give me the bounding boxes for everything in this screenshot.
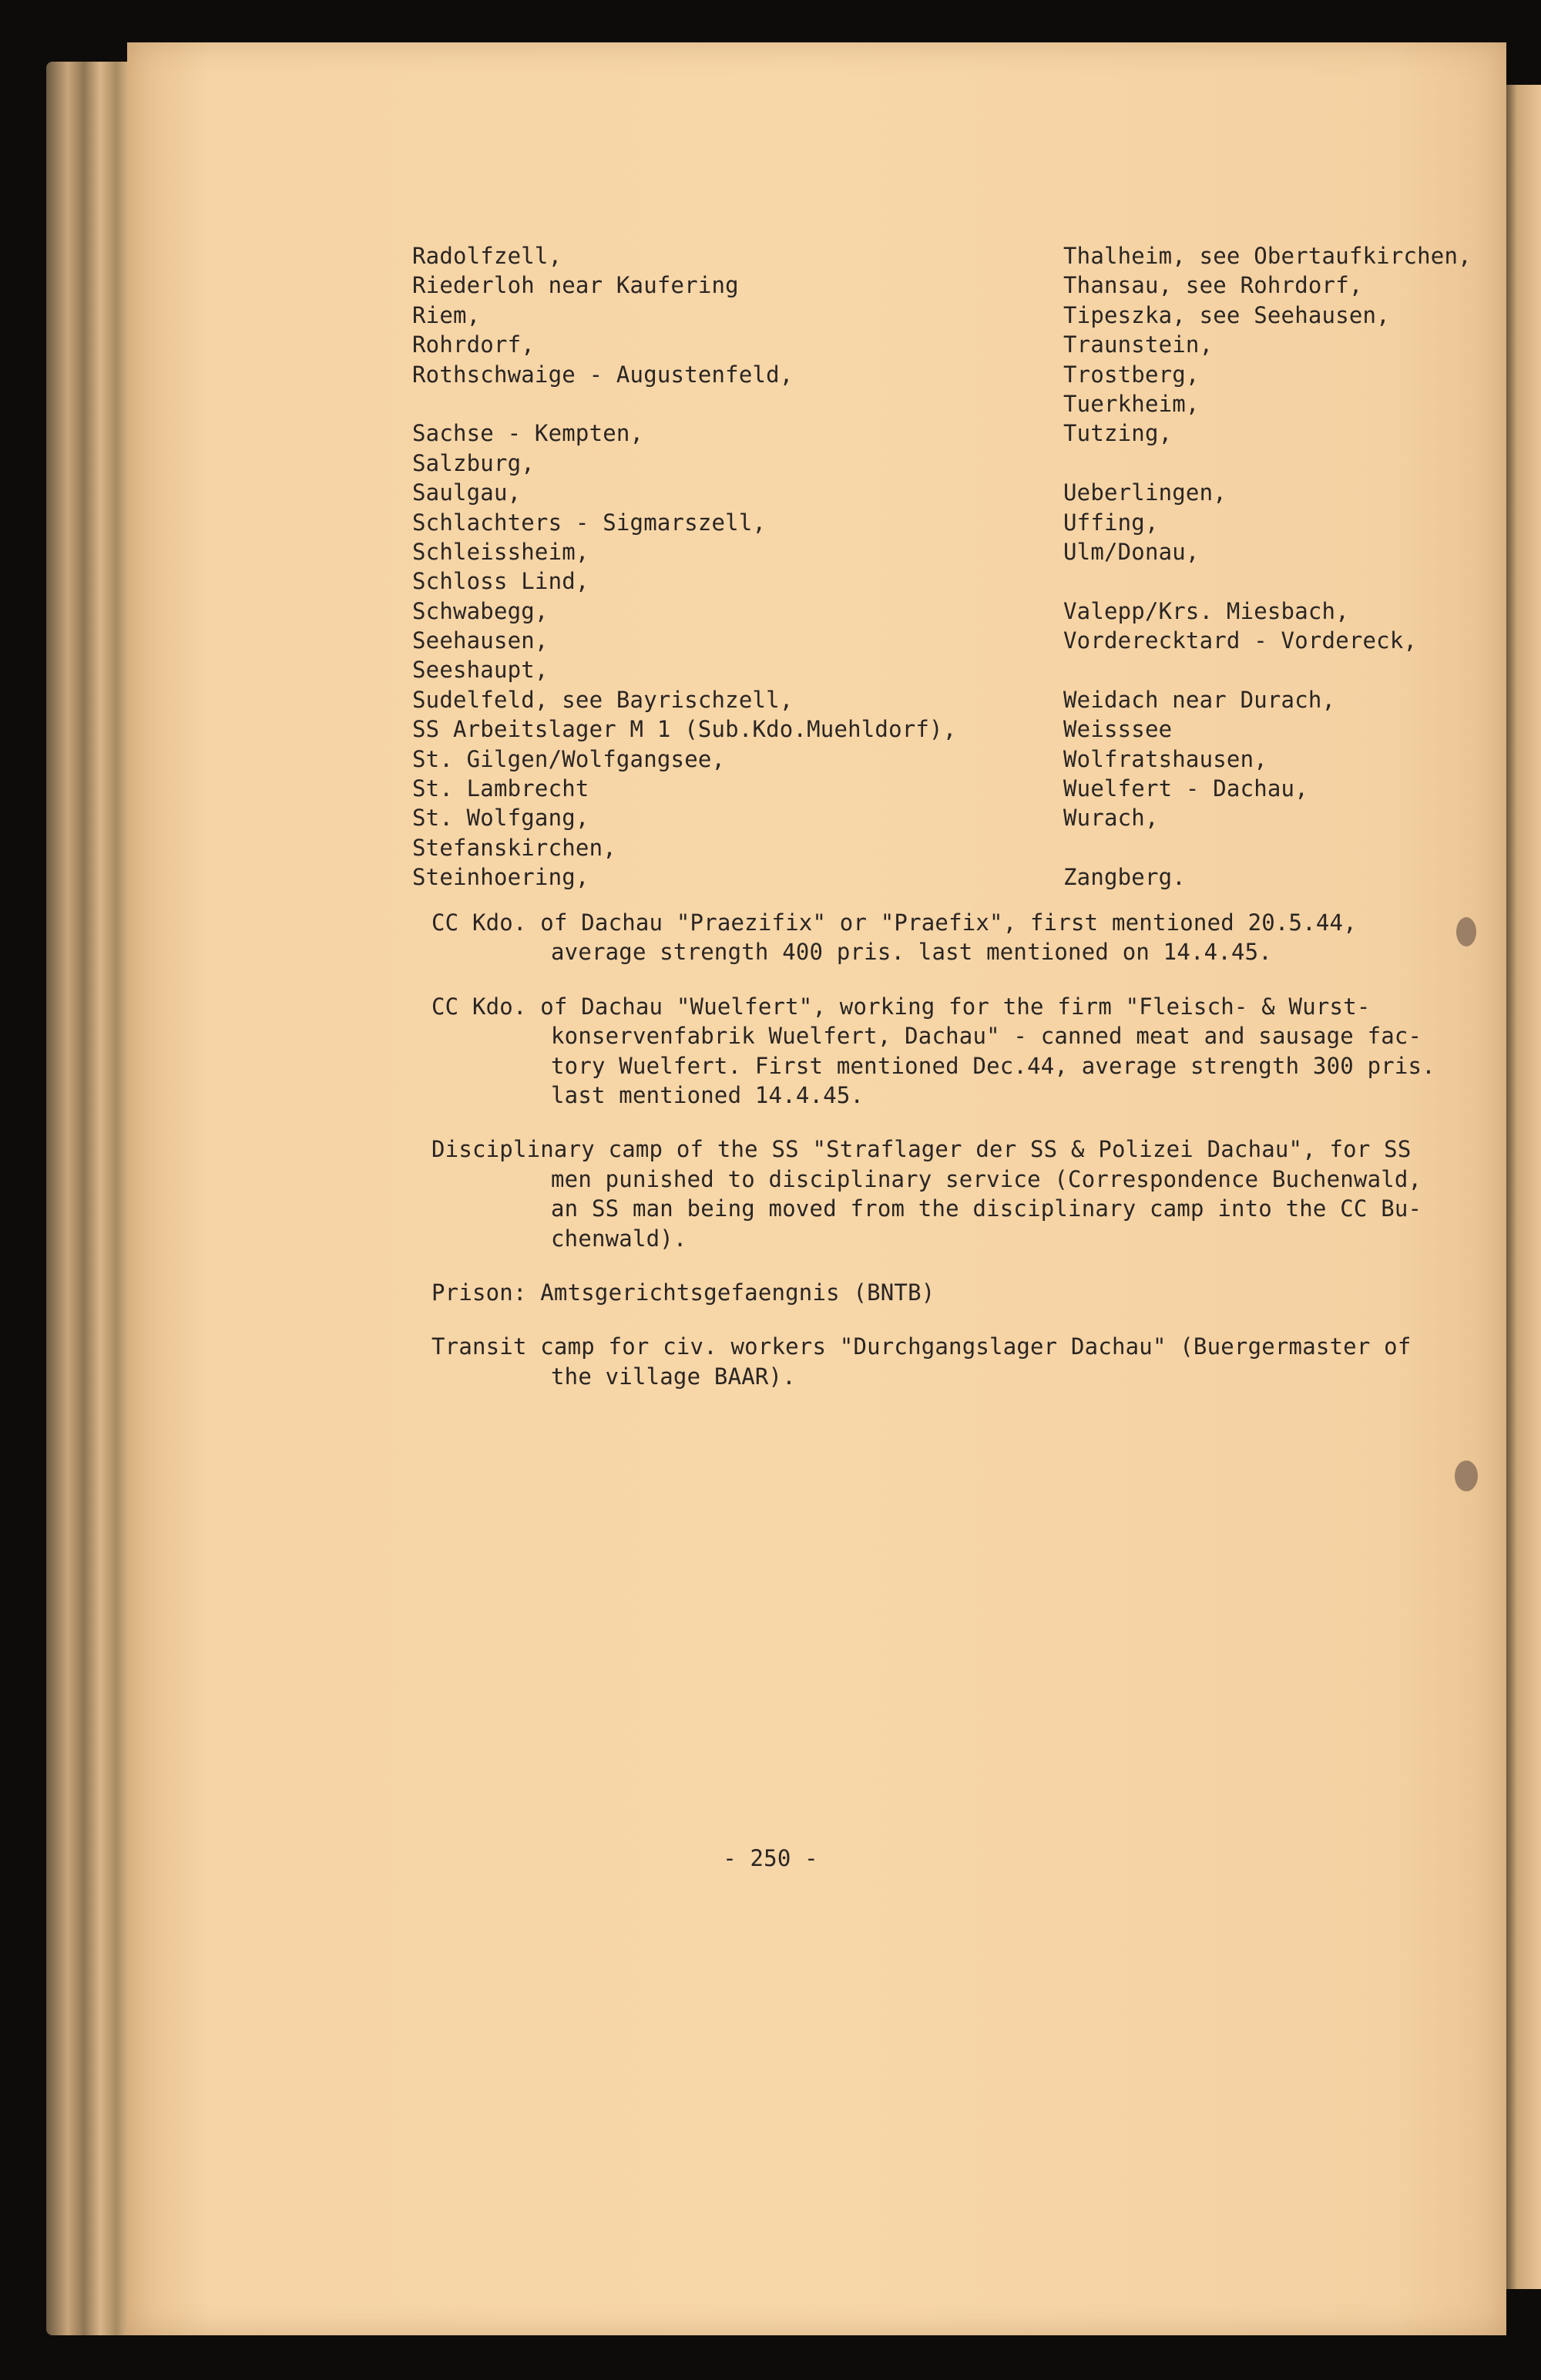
place-list-item: Vorderecktard - Vordereck, xyxy=(1063,627,1418,654)
place-list-item: SS Arbeitslager M 1 (Sub.Kdo.Muehldorf), xyxy=(412,716,957,743)
list-spacer xyxy=(1063,449,1510,478)
entry-first-line: Transit camp for civ. workers "Durchgangslager Dachau" (Buergermaster of xyxy=(431,1333,1412,1360)
entry-continuation: average strength 400 pris. last mentioned on 14.4.45. xyxy=(551,939,1272,966)
place-list-item: Schleissheim, xyxy=(412,538,589,565)
place-list-item: Traunstein, xyxy=(1063,331,1214,358)
entry-prison xyxy=(431,1278,1495,1307)
entry-continuation: an SS man being moved from the disciplinary camp into the CC Bu- xyxy=(551,1195,1422,1222)
place-list-item: Salzburg, xyxy=(412,449,535,476)
place-list-item: Weidach near Durach, xyxy=(1063,686,1336,713)
list-spacer xyxy=(1063,655,1510,684)
place-list-item: St. Wolfgang, xyxy=(412,805,589,832)
list-spacer xyxy=(1063,833,1510,862)
place-list-item: Weisssee xyxy=(1063,716,1173,743)
place-list-item: Schloss Lind, xyxy=(412,568,589,595)
place-list-item: Riederloh near Kaufering xyxy=(412,272,739,299)
place-list-item: Seeshaupt, xyxy=(412,657,549,684)
place-list-item: Tipeszka, see Seehausen, xyxy=(1063,301,1390,328)
entry-first-line: of Dachau "Praezifix" or "Praefix", first mentioned 20.5.44, xyxy=(540,909,1357,936)
place-list-item: Schlachters - Sigmarszell, xyxy=(412,509,767,536)
place-list-item: Zangberg. xyxy=(1063,864,1186,891)
place-list-item: Wuelfert - Dachau, xyxy=(1063,775,1308,802)
entry-continuation: last mentioned 14.4.45. xyxy=(551,1082,865,1109)
place-list-item: Ulm/Donau, xyxy=(1063,538,1200,565)
place-list-item: Wurach, xyxy=(1063,805,1159,832)
camp-entries xyxy=(431,908,1495,1416)
place-list-item: Stefanskirchen, xyxy=(412,834,616,861)
place-list-item: Tutzing, xyxy=(1063,420,1173,447)
right-place-list xyxy=(1063,241,1510,892)
place-list-item: Seehausen, xyxy=(412,627,549,654)
place-list-item: Trostberg, xyxy=(1063,361,1200,388)
entry-continuation: konservenfabrik Wuelfert, Dachau" - canned meat and sausage fac- xyxy=(551,1023,1422,1050)
place-list-item: Ueberlingen, xyxy=(1063,479,1227,506)
place-list-item: St. Gilgen/Wolfgangsee, xyxy=(412,745,726,772)
place-list-item: Wolfratshausen, xyxy=(1063,745,1267,772)
list-spacer xyxy=(412,389,1075,419)
place-list-item: St. Lambrecht xyxy=(412,775,589,802)
place-list-item: Valepp/Krs. Miesbach, xyxy=(1063,597,1349,624)
place-list-item: Thalheim, see Obertaufkirchen, xyxy=(1063,243,1472,269)
place-list-item: Riem, xyxy=(412,301,481,328)
entry-continuation: tory Wuelfert. First mentioned Dec.44, average strength 300 pris. xyxy=(551,1052,1435,1079)
entry-lead: CC Kdo. xyxy=(431,993,541,1020)
entry-continuation: the village BAAR). xyxy=(551,1363,796,1390)
place-list-item: Schwabegg, xyxy=(412,597,549,624)
left-place-list xyxy=(412,241,1075,892)
place-list-item: Radolfzell, xyxy=(412,243,562,269)
entry-disciplinary-camp xyxy=(431,1135,1495,1253)
entry-continuation: men punished to disciplinary service (Correspondence Buchenwald, xyxy=(551,1165,1422,1192)
list-spacer xyxy=(1063,566,1510,596)
entry-wuelfert xyxy=(431,992,1495,1111)
place-list-item: Tuerkheim, xyxy=(1063,390,1200,417)
entry-lead: CC Kdo. xyxy=(431,909,541,936)
paper-blemish xyxy=(1455,1461,1478,1491)
paper-blemish xyxy=(1456,917,1476,946)
place-list-item: Sachse - Kempten, xyxy=(412,420,644,447)
entry-first-line: Prison: Amtsgerichtsgefaengnis (BNTB) xyxy=(431,1279,935,1306)
entry-first-line: Disciplinary camp of the SS "Straflager der SS & Polizei Dachau", for SS xyxy=(431,1136,1412,1163)
place-list-item: Uffing, xyxy=(1063,509,1159,536)
place-list-item: Steinhoering, xyxy=(412,864,589,891)
page-number: - 250 - xyxy=(723,1845,818,1871)
place-list-item: Saulgau, xyxy=(412,479,522,506)
entry-first-line: of Dachau "Wuelfert", working for the firm "Fleisch- & Wurst- xyxy=(540,993,1371,1020)
place-list-item: Rothschwaige - Augustenfeld, xyxy=(412,361,794,388)
entry-praezifix xyxy=(431,908,1495,967)
entry-transit-camp xyxy=(431,1332,1495,1391)
place-list-item: Sudelfeld, see Bayrischzell, xyxy=(412,686,794,713)
place-list-item: Rohrdorf, xyxy=(412,331,535,358)
entry-continuation: chenwald). xyxy=(551,1225,687,1252)
place-list-item: Thansau, see Rohrdorf, xyxy=(1063,272,1363,299)
